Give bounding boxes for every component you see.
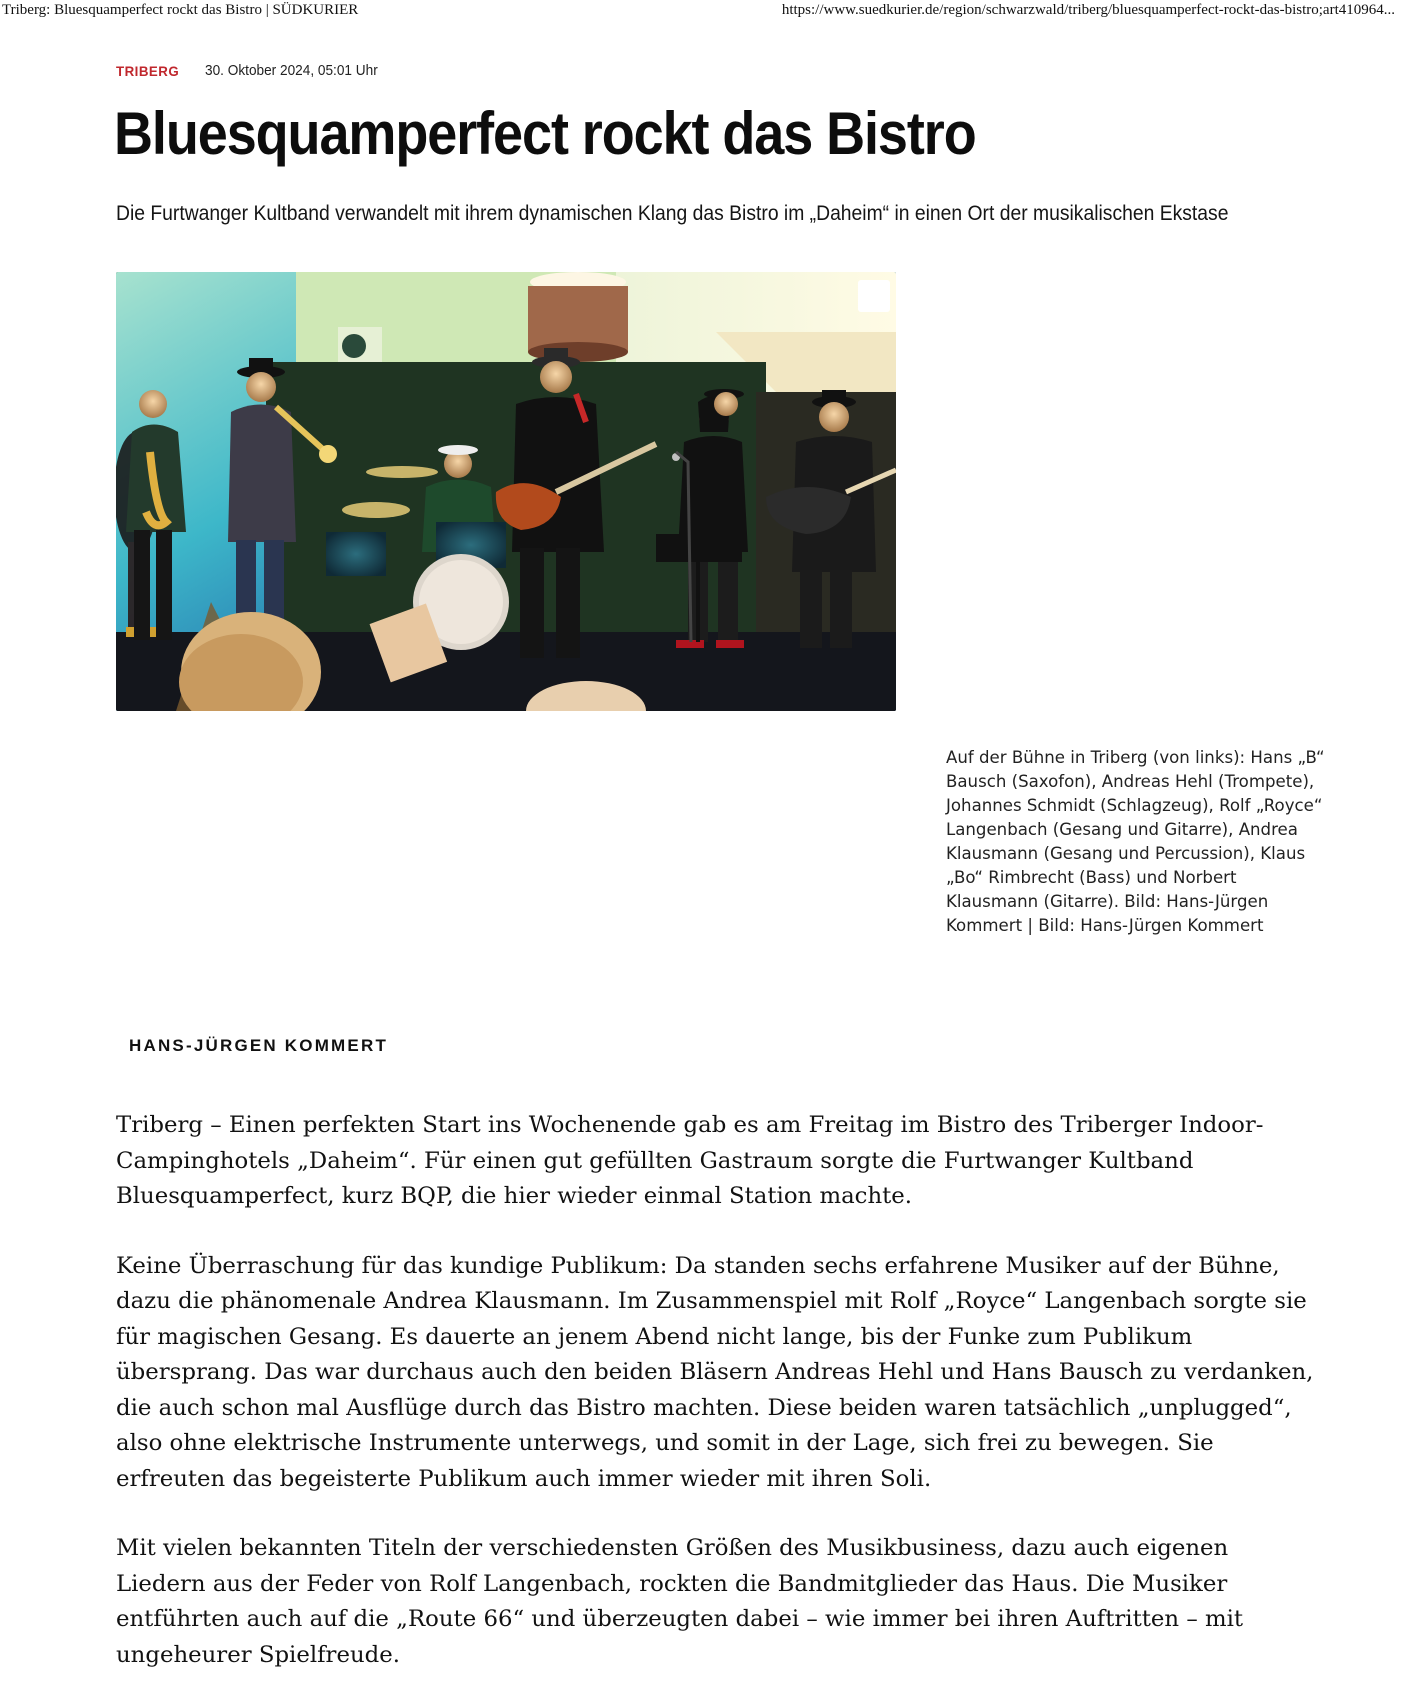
article-kicker[interactable]: TRIBERG — [116, 63, 180, 79]
article-paragraph: Triberg – Einen perfekten Start ins Wochenende gab es am Freitag im Bistro des Triberger Indoor-Campinghotels „Daheim“. Für einen gut gefüllten Gastraum sorgte die Furtwanger Kultband Bluesquamperfect, kurz BQP, die hier wieder einmal Station machte. — [116, 1112, 1264, 1209]
article-paragraph: Mit vielen bekannten Titeln der verschiedensten Größen des Musikbusiness, dazu auch eigenen Liedern aus der Feder von Rolf Langenbach, rockten die Bandmitglieder das Haus. Die Musiker entführten auch auf die „Route 66“ und überzeugten dabei – wie immer bei ihren Auftritten – mit ungeheurer Spielfreude. — [116, 1535, 1244, 1668]
article-date: 30. Oktober 2024, 05:01 Uhr — [204, 63, 378, 79]
band-photo — [116, 272, 896, 711]
article-body — [116, 1108, 1316, 1681]
author-name[interactable]: HANS-JÜRGEN KOMMERT — [129, 1036, 389, 1055]
article-paragraph: Keine Überraschung für das kundige Publikum: Da standen sechs erfahrene Musiker auf der Bühne, dazu die phänomenale Andrea Klausmann. Im Zusammenspiel mit Rolf „Royce“ Langenbach sorgte sie für magischen Gesang. Es dauerte an jenem Abend nicht lange, bis der Funke zum Publikum übersprang. Das war durchaus auch den beiden Bläsern Andreas Hehl und Hans Bausch zu verdanken, die auch schon mal Ausflüge durch das Bistro machten. Diese beiden waren tatsächlich „unplugged“, also ohne elektrische Instrumente unterwegs, und somit in der Lage, sich frei zu bewegen. Sie erfreuten das begeisterte Publikum auch immer wieder mit ihren Soli. — [116, 1252, 1314, 1492]
article-headline: Bluesquamperfect rockt das Bistro — [114, 100, 976, 167]
print-header — [0, 2, 1403, 22]
article-meta — [116, 60, 388, 82]
hero-image[interactable] — [116, 272, 896, 711]
image-caption: Auf der Bühne in Triberg (von links): Hans „B“ Bausch (Saxofon), Andreas Hehl (Trompete), Johannes Schmidt (Schlagzeug), Rolf „Royce“ Langenbach (Gesang und Gitarre), Andrea Klausmann (Gesang und Percussion), Klaus „Bo“ Rimbrecht (Bass) und Norbert Klausmann (Gitarre). Bild: Hans-Jürgen Kommert | Bild: Hans-Jürgen Kommert — [946, 748, 1325, 935]
print-page-title: Triberg: Bluesquamperfect rockt das Bistro | SÜDKURIER — [2, 2, 359, 18]
print-page-url[interactable]: https://www.suedkurier.de/region/schwarzwald/triberg/bluesquamperfect-rockt-das-bistro;art410964... — [781, 2, 1395, 18]
article-teaser: Die Furtwanger Kultband verwandelt mit ihrem dynamischen Klang das Bistro im „Daheim“ in einen Ort der musikalischen Ekstase — [116, 202, 1229, 225]
expand-icon[interactable] — [858, 280, 890, 312]
